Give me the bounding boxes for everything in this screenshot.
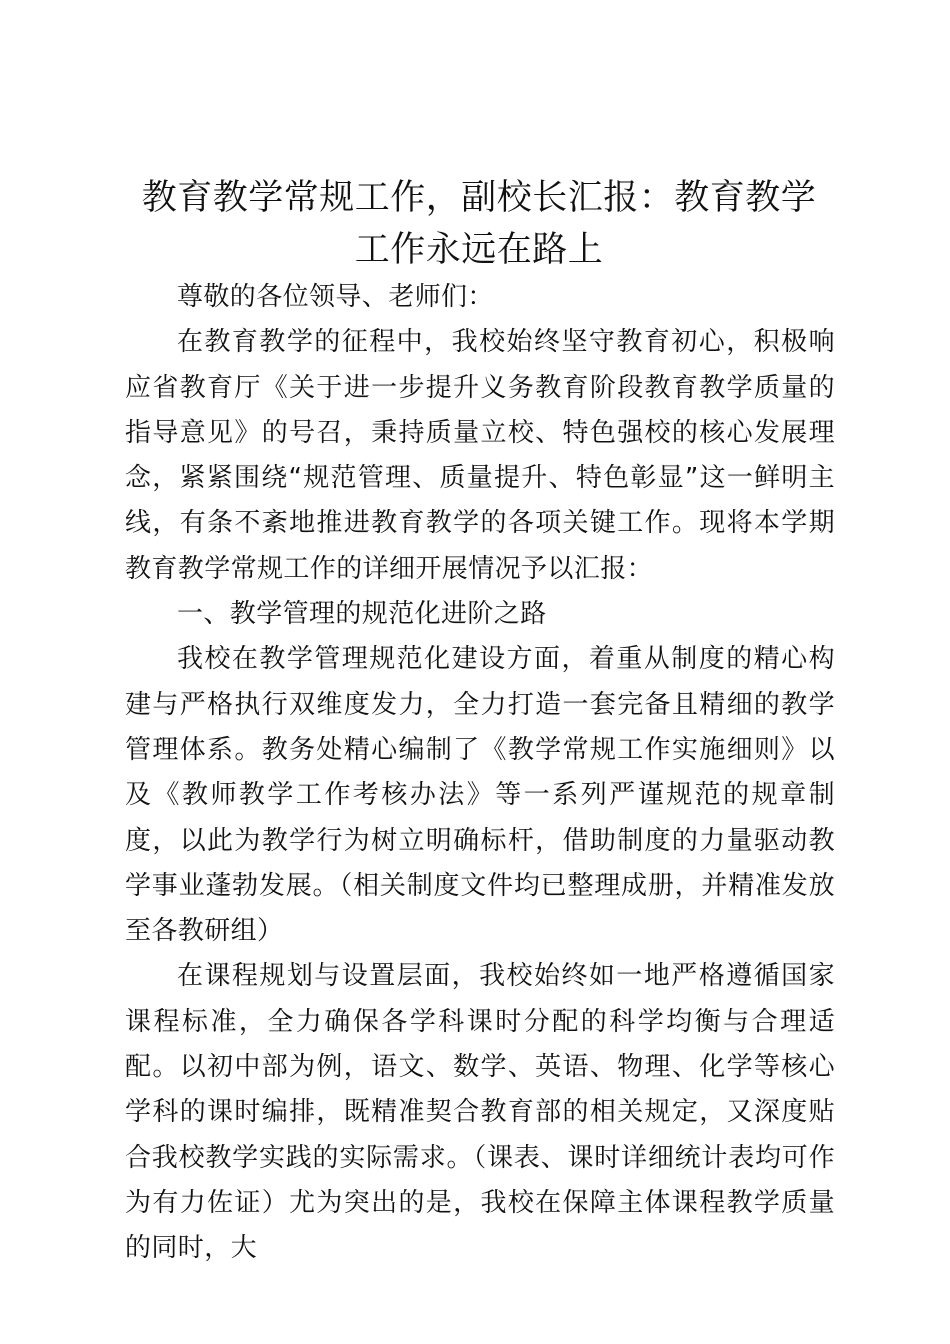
document-body bbox=[125, 275, 835, 1272]
paragraph-management: 我校在教学管理规范化建设方面，着重从制度的精心构建与严格执行双维度发力，全力打造一套完备且精细的教学管理体系。教务处精心编制了《教学常规工作实施细则》以及《教师教学工作考核办法》等一系列严谨规范的规章制度，以此为教学行为树立明确标杆，借助制度的力量驱动教学事业蓬勃发展。（相关制度文件均已整理成册，并精准发放至各教研组） bbox=[125, 644, 835, 947]
paragraph-curriculum: 在课程规划与设置层面，我校始终如一地严格遵循国家课程标准，全力确保各学科课时分配的科学均衡与合理适配。以初中部为例，语文、数学、英语、物理、化学等核心学科的课时编排，既精准契合教育部的相关规定，又深度贴合我校教学实践的实际需求。（课表、课时详细统计表均可作为有力佐证）尤为突出的是，我校在保障主体课程教学质量的同时，大 bbox=[125, 961, 835, 1264]
salutation: 尊敬的各位领导、老师们： bbox=[177, 282, 494, 312]
paragraph-intro: 在教育教学的征程中，我校始终坚守教育初心，积极响应省教育厅《关于进一步提升义务教育阶段教育教学质量的指导意见》的号召，秉持质量立校、特色强校的核心发展理念，紧紧围绕“规范管理、质量提升、特色彰显”这一鲜明主线，有条不紊地推进教育教学的各项关键工作。现将本学期教育教学常规工作的详细开展情况予以汇报： bbox=[125, 327, 835, 584]
section-heading: 一、教学管理的规范化进阶之路 bbox=[177, 599, 547, 630]
document-title: 教育教学常规工作，副校长汇报：教育教学工作永远在路上 bbox=[141, 178, 817, 270]
